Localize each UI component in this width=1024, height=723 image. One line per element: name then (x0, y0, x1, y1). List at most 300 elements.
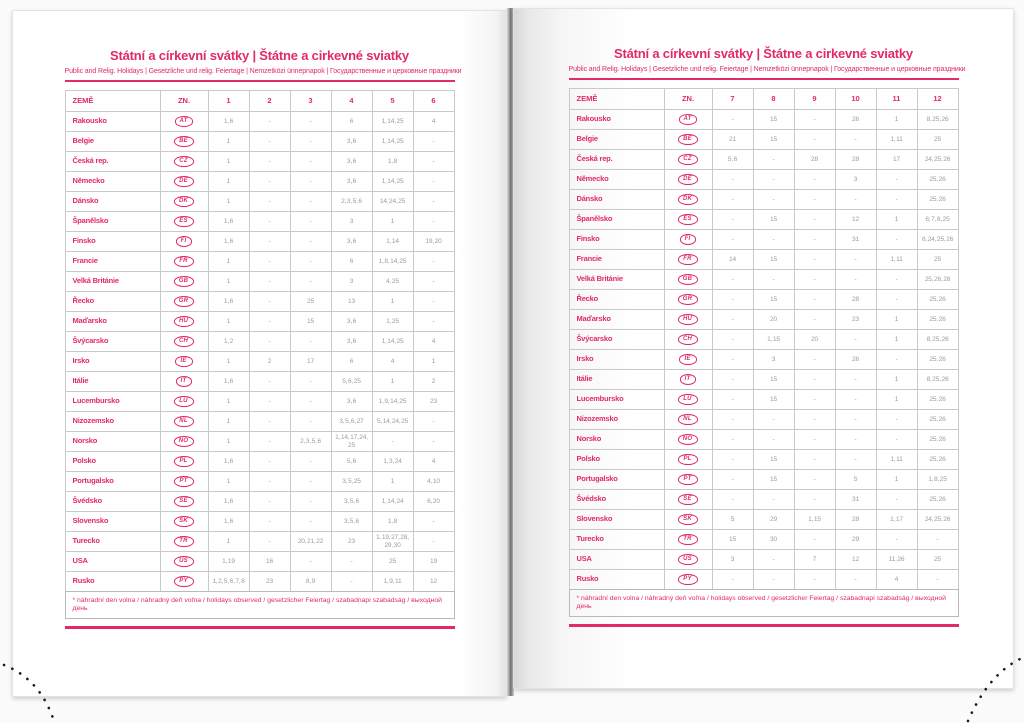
holiday-days-cell: 3 (712, 550, 753, 570)
holiday-days-cell: - (794, 190, 835, 210)
holiday-days-cell: - (835, 430, 876, 450)
table-row (65, 192, 454, 212)
holiday-days-cell: - (249, 472, 290, 492)
holiday-days-cell: 1 (208, 252, 249, 272)
holiday-days-cell: 3 (835, 170, 876, 190)
column-header-month-12: 12 (917, 89, 958, 110)
column-header-code: ZN. (664, 89, 712, 110)
holiday-days-cell: - (835, 130, 876, 150)
country-code-badge: TR (678, 534, 697, 545)
holiday-days-cell: 6, 7, 8, 25 (917, 210, 958, 230)
column-header-month-5: 5 (372, 91, 413, 112)
country-code-badge: GR (174, 296, 194, 307)
holiday-days-cell: 19 (413, 552, 454, 572)
holiday-days-cell: - (290, 132, 331, 152)
country-code-badge: US (678, 554, 698, 565)
holiday-days-cell: - (290, 172, 331, 192)
country-code-cell (160, 152, 208, 172)
holiday-days-cell: - (876, 430, 917, 450)
country-code-badge: FI (176, 236, 193, 247)
holiday-days-cell: 6 (331, 112, 372, 132)
holiday-days-cell: - (794, 370, 835, 390)
country-code-cell (664, 190, 712, 210)
holiday-days-cell: 8, 25, 26 (917, 110, 958, 130)
country-name: Rusko (569, 570, 664, 590)
holiday-days-cell: - (917, 570, 958, 590)
holiday-days-cell: 20 (753, 310, 794, 330)
holiday-days-cell: - (753, 570, 794, 590)
country-code-badge: DK (174, 196, 194, 207)
holiday-days-cell: 15 (753, 370, 794, 390)
country-name: Norsko (65, 432, 160, 452)
table-row (569, 310, 958, 330)
country-code-badge: IT (680, 374, 697, 385)
holiday-days-cell: 1 (208, 532, 249, 552)
holiday-days-cell: 2, 3, 5, 6 (290, 432, 331, 452)
holiday-days-cell: 20 (794, 330, 835, 350)
holiday-days-cell: 15 (712, 530, 753, 550)
country-code-badge: PL (174, 456, 193, 467)
country-code-badge: PT (678, 474, 697, 485)
holiday-days-cell: 1, 14, 25 (372, 132, 413, 152)
table-row (569, 250, 958, 270)
holiday-days-cell: - (712, 290, 753, 310)
table-row (569, 550, 958, 570)
holiday-days-cell: - (712, 490, 753, 510)
country-name: Lucembursko (569, 390, 664, 410)
country-code-badge: PL (678, 454, 697, 465)
country-code-badge: PY (174, 576, 193, 587)
holiday-days-cell: - (712, 210, 753, 230)
holiday-days-cell: 25, 26 (917, 190, 958, 210)
holidays-table-months-1-6 (65, 90, 455, 592)
country-code-cell (664, 230, 712, 250)
country-code-cell (664, 330, 712, 350)
holiday-days-cell: 25 (917, 250, 958, 270)
holiday-days-cell: 1, 14, 17, 24, 25 (331, 432, 372, 452)
country-name: Norsko (569, 430, 664, 450)
holiday-days-cell: - (794, 210, 835, 230)
holiday-days-cell: - (413, 512, 454, 532)
holiday-days-cell: 3, 5, 6 (331, 492, 372, 512)
country-name: Švýcarsko (65, 332, 160, 352)
country-code-badge: LU (174, 396, 193, 407)
holiday-days-cell: 24, 25, 26 (917, 510, 958, 530)
page-title: Státní a církevní svátky | Štátne a cirkevné sviatky (110, 48, 409, 63)
holiday-days-cell: 17 (876, 150, 917, 170)
country-code-cell (664, 290, 712, 310)
holiday-days-cell: - (249, 212, 290, 232)
holiday-days-cell: 1, 15 (753, 330, 794, 350)
holiday-days-cell: - (712, 230, 753, 250)
holiday-days-cell: 21 (712, 130, 753, 150)
holidays-table-months-7-12 (569, 88, 959, 590)
holiday-days-cell: 25, 26 (917, 450, 958, 470)
column-header-month-4: 4 (331, 91, 372, 112)
country-code-cell (160, 172, 208, 192)
table-row (65, 332, 454, 352)
holiday-days-cell: - (249, 412, 290, 432)
holiday-days-cell: 25, 26, 28 (917, 270, 958, 290)
holiday-days-cell: - (794, 290, 835, 310)
holiday-days-cell: 1, 19, 27, 28, 29, 30 (372, 532, 413, 552)
holiday-days-cell: 19, 20 (413, 232, 454, 252)
holiday-days-cell: 4, 10 (413, 472, 454, 492)
holiday-days-cell: 1, 14, 25 (372, 172, 413, 192)
holiday-days-cell: - (876, 490, 917, 510)
holiday-days-cell: 23 (835, 310, 876, 330)
country-code-cell (160, 452, 208, 472)
holiday-days-cell: 1, 3, 24 (372, 452, 413, 472)
holiday-days-cell: 2 (413, 372, 454, 392)
holiday-days-cell: - (290, 252, 331, 272)
holiday-days-cell: 3 (331, 212, 372, 232)
holiday-days-cell: 6, 24, 25, 26 (917, 230, 958, 250)
holiday-days-cell: - (794, 230, 835, 250)
country-code-badge: ES (678, 214, 697, 225)
country-code-cell (664, 490, 712, 510)
holiday-days-cell: 3, 6 (331, 232, 372, 252)
header-row (569, 89, 958, 110)
country-code-badge: IT (176, 376, 193, 387)
table-row (569, 170, 958, 190)
holiday-days-cell: 5 (712, 510, 753, 530)
holiday-days-cell: 1, 11 (876, 130, 917, 150)
holiday-days-cell: - (331, 552, 372, 572)
holiday-days-cell: - (794, 390, 835, 410)
country-name: Polsko (569, 450, 664, 470)
holiday-days-cell: 25, 26 (917, 350, 958, 370)
holiday-days-cell: - (712, 430, 753, 450)
country-code-cell (160, 292, 208, 312)
holiday-days-cell: - (413, 432, 454, 452)
holiday-days-cell: - (876, 290, 917, 310)
table-row (569, 570, 958, 590)
country-name: Francie (569, 250, 664, 270)
table-row (569, 530, 958, 550)
table-row (65, 112, 454, 132)
holiday-days-cell: 15 (753, 210, 794, 230)
holiday-days-cell: 4 (413, 112, 454, 132)
holiday-days-cell: - (413, 292, 454, 312)
column-header-country: ZEMĚ (65, 91, 160, 112)
column-header-country: ZEMĚ (569, 89, 664, 110)
holiday-days-cell: - (753, 550, 794, 570)
holiday-days-cell: - (413, 252, 454, 272)
holiday-days-cell: 1 (372, 472, 413, 492)
holiday-days-cell: 25 (372, 552, 413, 572)
column-header-month-6: 6 (413, 91, 454, 112)
holiday-days-cell: 31 (835, 230, 876, 250)
country-code-badge: NO (174, 436, 194, 447)
holiday-days-cell: 14, 24, 25 (372, 192, 413, 212)
holiday-days-cell: 5, 6 (712, 150, 753, 170)
country-code-badge: PY (678, 574, 697, 585)
holiday-days-cell: 1 (208, 412, 249, 432)
holiday-days-cell: 1 (413, 352, 454, 372)
table-row (569, 330, 958, 350)
holiday-days-cell: - (249, 232, 290, 252)
country-code-cell (664, 510, 712, 530)
holiday-days-cell: 2 (249, 352, 290, 372)
holiday-days-cell: - (835, 190, 876, 210)
country-code-cell (160, 432, 208, 452)
country-code-badge: NL (174, 416, 193, 427)
holiday-days-cell: 29 (835, 530, 876, 550)
column-header-month-10: 10 (835, 89, 876, 110)
header-row (65, 91, 454, 112)
holiday-days-cell: - (794, 310, 835, 330)
holiday-days-cell: - (794, 110, 835, 130)
holiday-days-cell: - (794, 410, 835, 430)
country-name: Německo (569, 170, 664, 190)
holiday-days-cell: 15 (753, 290, 794, 310)
holiday-days-cell: 1 (208, 192, 249, 212)
holiday-days-cell: - (413, 152, 454, 172)
holiday-days-cell: - (712, 110, 753, 130)
stitch-arc-left (0, 645, 70, 723)
table-row (65, 392, 454, 412)
country-code-badge: SE (174, 496, 193, 507)
holiday-days-cell: 3 (331, 272, 372, 292)
country-code-badge: FR (678, 254, 697, 265)
holiday-days-cell: 3 (753, 350, 794, 370)
holiday-days-cell: 3, 6 (331, 132, 372, 152)
footnote: * náhradní den volna / náhradný deň voľna / holidays observed / gesetzlicher Feiertag / szabadnapi szabadság / выходной день (65, 591, 455, 619)
holiday-days-cell: 28 (835, 150, 876, 170)
holiday-days-cell: 4 (413, 452, 454, 472)
country-code-cell (664, 250, 712, 270)
holiday-days-cell: - (794, 270, 835, 290)
holiday-days-cell: 15 (290, 312, 331, 332)
country-code-cell (160, 512, 208, 532)
country-name: Slovensko (65, 512, 160, 532)
holiday-days-cell: 25, 26 (917, 310, 958, 330)
holiday-days-cell: - (794, 250, 835, 270)
country-code-badge: AT (175, 116, 194, 127)
country-name: Rusko (65, 572, 160, 592)
holiday-days-cell: - (249, 192, 290, 212)
bottom-rule (569, 624, 959, 627)
holiday-days-cell: 25, 26 (917, 430, 958, 450)
country-name: Řecko (569, 290, 664, 310)
country-code-cell (664, 390, 712, 410)
country-code-badge: HU (678, 314, 698, 325)
page-subtitle: Public and Relig. Holidays | Gesetzliche und relig. Feiertage | Nemzetközi ünnepnapok | Государственные и церковные праздники (64, 68, 462, 75)
table-row (569, 490, 958, 510)
holiday-days-cell: 3, 6 (331, 332, 372, 352)
holiday-days-cell: 1 (876, 390, 917, 410)
holiday-days-cell: - (290, 552, 331, 572)
holiday-days-cell: - (413, 132, 454, 152)
holiday-days-cell: - (794, 130, 835, 150)
holiday-days-cell: - (753, 230, 794, 250)
country-name: Turecko (569, 530, 664, 550)
header-rule (65, 80, 455, 82)
holiday-days-cell: 1, 11 (876, 450, 917, 470)
holiday-days-cell: 25, 26 (917, 410, 958, 430)
holiday-days-cell: 1 (876, 470, 917, 490)
holiday-days-cell: - (249, 252, 290, 272)
holiday-days-cell: - (249, 532, 290, 552)
holiday-days-cell: - (290, 232, 331, 252)
holiday-days-cell: 1, 2, 5, 6, 7, 8 (208, 572, 249, 592)
holiday-days-cell: 5, 14, 24, 25 (372, 412, 413, 432)
holiday-days-cell: 31 (835, 490, 876, 510)
holiday-days-cell: - (917, 530, 958, 550)
country-name: Španělsko (65, 212, 160, 232)
column-header-month-8: 8 (753, 89, 794, 110)
holiday-days-cell: 6, 20 (413, 492, 454, 512)
country-name: Velká Británie (65, 272, 160, 292)
country-name: Velká Británie (569, 270, 664, 290)
country-code-badge: FR (174, 256, 193, 267)
holiday-days-cell: - (413, 192, 454, 212)
holiday-days-cell: - (290, 192, 331, 212)
holiday-days-cell: - (712, 310, 753, 330)
table-row (569, 230, 958, 250)
country-name: Česká rep. (569, 150, 664, 170)
holiday-days-cell: 4 (876, 570, 917, 590)
table-row (65, 372, 454, 392)
holiday-days-cell: 1, 6 (208, 452, 249, 472)
country-name: Švédsko (569, 490, 664, 510)
country-code-cell (664, 130, 712, 150)
holiday-days-cell: - (876, 190, 917, 210)
country-code-cell (664, 430, 712, 450)
holiday-days-cell: 3, 6 (331, 392, 372, 412)
country-name: Dánsko (569, 190, 664, 210)
holiday-days-cell: 20, 21, 22 (290, 532, 331, 552)
holiday-days-cell: - (249, 272, 290, 292)
table-row (65, 532, 454, 552)
holiday-days-cell: 1 (208, 132, 249, 152)
holiday-days-cell: - (249, 452, 290, 472)
holiday-days-cell: - (712, 270, 753, 290)
table-row (65, 452, 454, 472)
table-row (65, 132, 454, 152)
country-name: Itálie (65, 372, 160, 392)
holiday-days-cell: 1, 14, 24 (372, 492, 413, 512)
left-page (12, 10, 507, 697)
country-code-cell (160, 192, 208, 212)
holiday-days-cell: 1, 6 (208, 512, 249, 532)
holiday-days-cell: 25, 26 (917, 490, 958, 510)
table-row (65, 232, 454, 252)
footnote: * náhradní den volna / náhradný deň voľna / holidays observed / gesetzlicher Feiertag / szabadnapi szabadság / выходной день (569, 589, 959, 617)
country-code-cell (664, 410, 712, 430)
holiday-days-cell: - (794, 490, 835, 510)
table-row (65, 492, 454, 512)
column-header-month-11: 11 (876, 89, 917, 110)
table-row (65, 212, 454, 232)
holiday-days-cell: 1, 15 (794, 510, 835, 530)
holiday-days-cell: 4 (413, 332, 454, 352)
country-code-badge: SK (678, 514, 698, 525)
country-name: Nizozemsko (569, 410, 664, 430)
holiday-days-cell: 15 (753, 450, 794, 470)
country-code-cell (160, 412, 208, 432)
table-row (65, 572, 454, 592)
holiday-days-cell: 13 (331, 292, 372, 312)
holiday-days-cell: 26 (835, 350, 876, 370)
country-code-cell (160, 132, 208, 152)
holiday-days-cell: 4, 25 (372, 272, 413, 292)
country-code-cell (160, 392, 208, 412)
table-row (569, 430, 958, 450)
holiday-days-cell: - (835, 390, 876, 410)
country-name: Finsko (569, 230, 664, 250)
country-code-cell (664, 270, 712, 290)
holiday-days-cell: 28 (835, 290, 876, 310)
holiday-days-cell: - (794, 350, 835, 370)
holiday-days-cell: - (290, 332, 331, 352)
country-name: Belgie (65, 132, 160, 152)
country-code-cell (160, 372, 208, 392)
column-header-month-7: 7 (712, 89, 753, 110)
country-name: Francie (65, 252, 160, 272)
holiday-days-cell: - (249, 372, 290, 392)
holiday-days-cell: 15 (753, 130, 794, 150)
country-code-cell (160, 232, 208, 252)
holiday-days-cell: - (290, 412, 331, 432)
holiday-days-cell: 1 (208, 352, 249, 372)
country-name: Česká rep. (65, 152, 160, 172)
holiday-days-cell: 3, 6 (331, 152, 372, 172)
country-code-cell (160, 312, 208, 332)
country-name: Švédsko (65, 492, 160, 512)
holiday-days-cell: 30 (753, 530, 794, 550)
table-row (569, 510, 958, 530)
table-row (569, 190, 958, 210)
table-row (65, 312, 454, 332)
holiday-days-cell: 15 (753, 470, 794, 490)
holiday-days-cell: 1, 8, 25 (917, 470, 958, 490)
table-row (65, 412, 454, 432)
holiday-days-cell: - (794, 470, 835, 490)
table-row (65, 172, 454, 192)
holiday-days-cell: 1 (208, 392, 249, 412)
holiday-days-cell: 28 (835, 510, 876, 530)
holiday-days-cell: - (876, 170, 917, 190)
country-code-cell (664, 450, 712, 470)
column-header-code: ZN. (160, 91, 208, 112)
holiday-days-cell: 14 (712, 250, 753, 270)
holiday-days-cell: 1, 2 (208, 332, 249, 352)
holiday-days-cell: 1, 25 (372, 312, 413, 332)
table-row (65, 472, 454, 492)
holiday-days-cell: - (290, 212, 331, 232)
country-code-cell (160, 352, 208, 372)
country-code-badge: TR (174, 536, 193, 547)
holiday-days-cell: - (794, 450, 835, 470)
holiday-days-cell: 25, 26 (917, 290, 958, 310)
holiday-days-cell: - (249, 392, 290, 412)
holiday-days-cell: 8, 9 (290, 572, 331, 592)
holiday-days-cell: - (876, 270, 917, 290)
holiday-days-cell: 3, 6 (331, 312, 372, 332)
holiday-days-cell: 1, 17 (876, 510, 917, 530)
table-row (569, 150, 958, 170)
holiday-days-cell: 23 (413, 392, 454, 412)
table-row (65, 432, 454, 452)
country-code-cell (160, 472, 208, 492)
country-code-cell (664, 170, 712, 190)
country-code-cell (160, 212, 208, 232)
holiday-days-cell: - (290, 512, 331, 532)
holiday-days-cell: 1, 6 (208, 212, 249, 232)
holiday-days-cell: 1, 6 (208, 232, 249, 252)
